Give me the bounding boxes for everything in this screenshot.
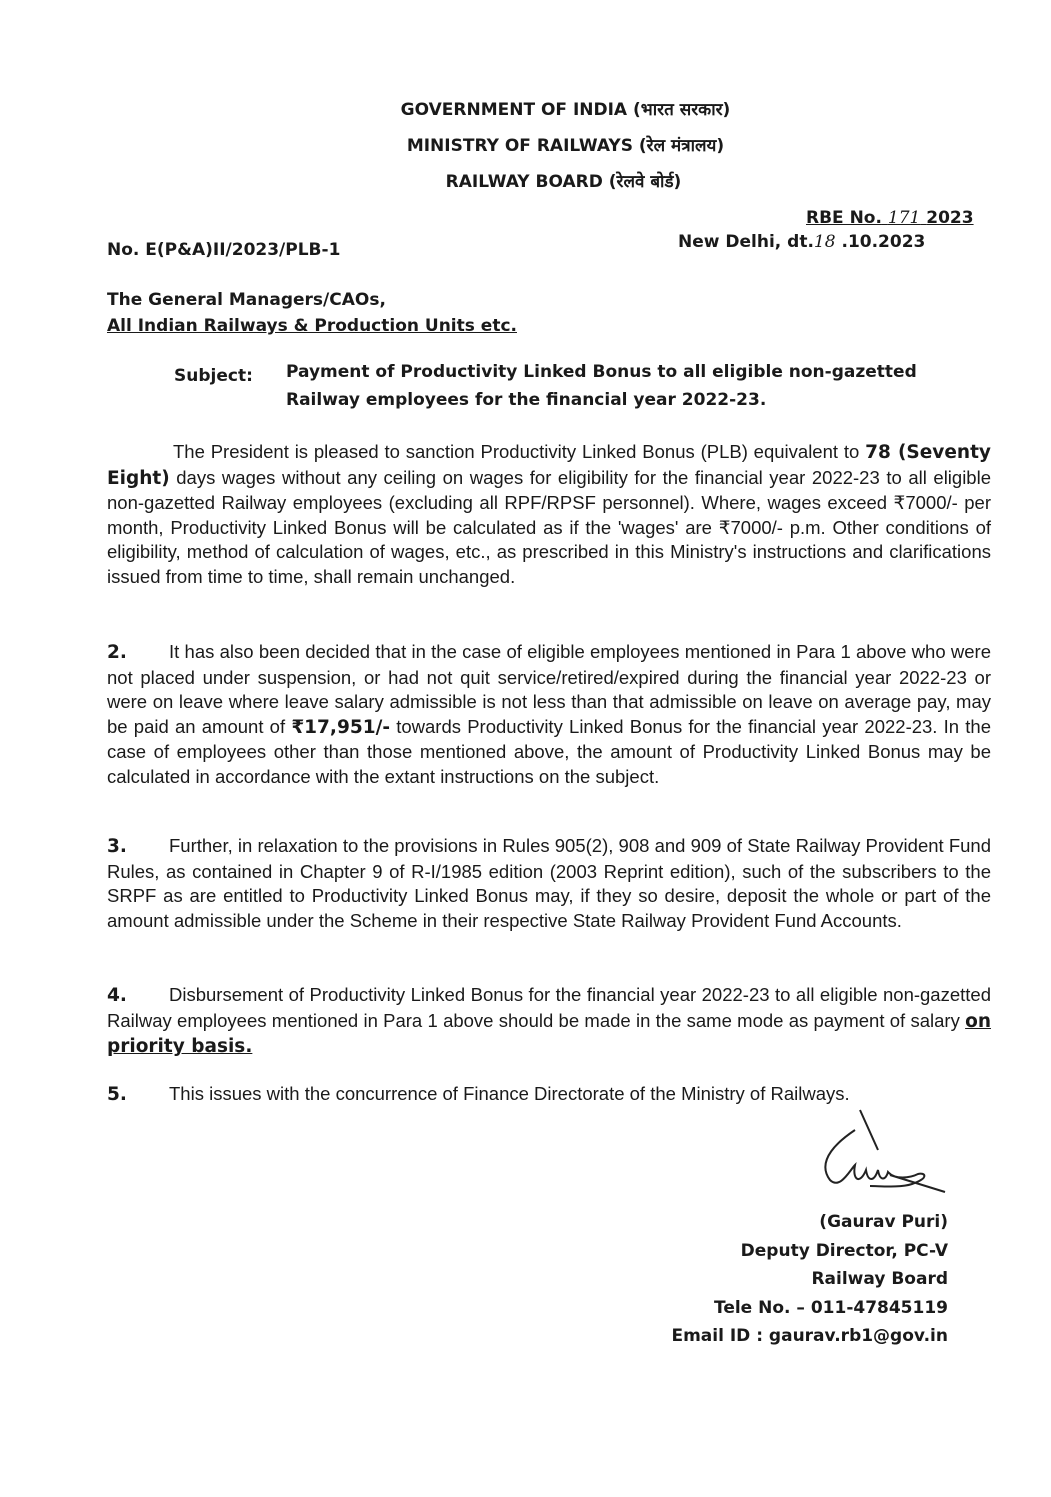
header-ministry: MINISTRY OF RAILWAYS (रेल मंत्रालय) (406, 136, 725, 156)
signature-icon (800, 1100, 950, 1200)
header-board: RAILWAY BOARD (रेलवे बोर्ड) (445, 172, 682, 192)
addressee-line1: The General Managers/CAOs, (107, 290, 386, 310)
subject-line2: Railway employees for the financial year 2022-23. (286, 390, 767, 410)
paragraph-1 (107, 440, 991, 590)
signatory-email: Email ID : gaurav.rb1@gov.in (671, 1326, 948, 1346)
signatory-office: Railway Board (811, 1269, 948, 1289)
addressee-line2: All Indian Railways & Production Units etc. (107, 316, 517, 336)
p4-text: Disbursement of Productivity Linked Bonus for the financial year 2022-23 to all eligible non-gazetted Railway employees mentioned in Para 1 above should be made in the same mode as payment of salary (107, 984, 991, 1031)
p3-text: Further, in relaxation to the provisions in Rules 905(2), 908 and 909 of State Railway Provident Fund Rules, as contained in Chapter 9 of R-I/1985 edition (2003 Reprint edition), such of the subscribers to the SRPF as are entitled to Productivity Linked Bonus may, if they so desire, deposit the whole or part of the amount admissible under the Scheme in their respective State Railway Provident Fund Accounts. (107, 835, 991, 931)
subject-line1: Payment of Productivity Linked Bonus to all eligible non-gazetted (286, 362, 917, 382)
paragraph-2 (107, 640, 991, 790)
paragraph-3 (107, 834, 991, 933)
rbe-prefix: RBE No. (806, 208, 882, 228)
p1-text-rest: days wages without any ceiling on wages for eligibility for the financial year 2022-23 to all eligible non-gazetted Railway employees (excluding all RPF/RPSF personnel). Where, wages exceed ₹7000/- per month, Productivity Linked Bonus will be calculated as if the 'wages' are ₹7000/- p.m. Other conditions of eligibility, method of calculation of wages, etc., as prescribed in this Ministry's instructions and clarifications issued from time to time, shall remain unchanged. (107, 466, 991, 587)
signatory-block (671, 1208, 948, 1351)
issue-date (678, 232, 925, 252)
p5-number: 5. (107, 1084, 127, 1105)
header-government: GOVERNMENT OF INDIA (भारत सरकार) (400, 100, 731, 120)
p1-text: The President is pleased to sanction Productivity Linked Bonus (PLB) equivalent to (173, 441, 866, 462)
p2-text-rest: towards Productivity Linked Bonus for the financial year 2022-23. In the case of employees other than those mentioned above, the amount of Productivity Linked Bonus may be calculated in accordance with the extant instructions on the subject. (107, 715, 991, 787)
signatory-designation: Deputy Director, PC-V (740, 1240, 948, 1261)
p2-number: 2. (107, 642, 127, 663)
date-rest: .10.2023 (841, 232, 926, 252)
rbe-handwritten-number: 171 (887, 208, 921, 228)
p3-number: 3. (107, 836, 127, 857)
p1-days: 78 (Seventy Eight) (107, 442, 991, 489)
p4-priority: on priority basis. (107, 1010, 991, 1058)
p2-amount: ₹17,951/- (291, 716, 391, 738)
file-number: No. E(P&A)II/2023/PLB-1 (107, 240, 341, 260)
p4-number: 4. (107, 985, 127, 1006)
signatory-telephone: Tele No. – 011-47845119 (713, 1297, 948, 1318)
subject-label: Subject: (174, 366, 253, 386)
p5-text: This issues with the concurrence of Finance Directorate of the Ministry of Railways. (169, 1083, 850, 1104)
rbe-year: 2023 (926, 208, 974, 228)
p2-text: It has also been decided that in the case of eligible employees mentioned in Para 1 above who were not placed under suspension, or had not quit service/retired/expired during the financial year 2022-23 or were on leave where leave salary admissible is not less than that admissible on leave on average pay, may be paid an amount of (107, 641, 991, 737)
date-prefix: New Delhi, dt. (678, 232, 814, 252)
date-day-handwritten: 18 (813, 232, 836, 252)
signatory-name: (Gaurav Puri) (819, 1212, 948, 1232)
paragraph-4 (107, 983, 991, 1060)
rbe-number (806, 208, 974, 228)
